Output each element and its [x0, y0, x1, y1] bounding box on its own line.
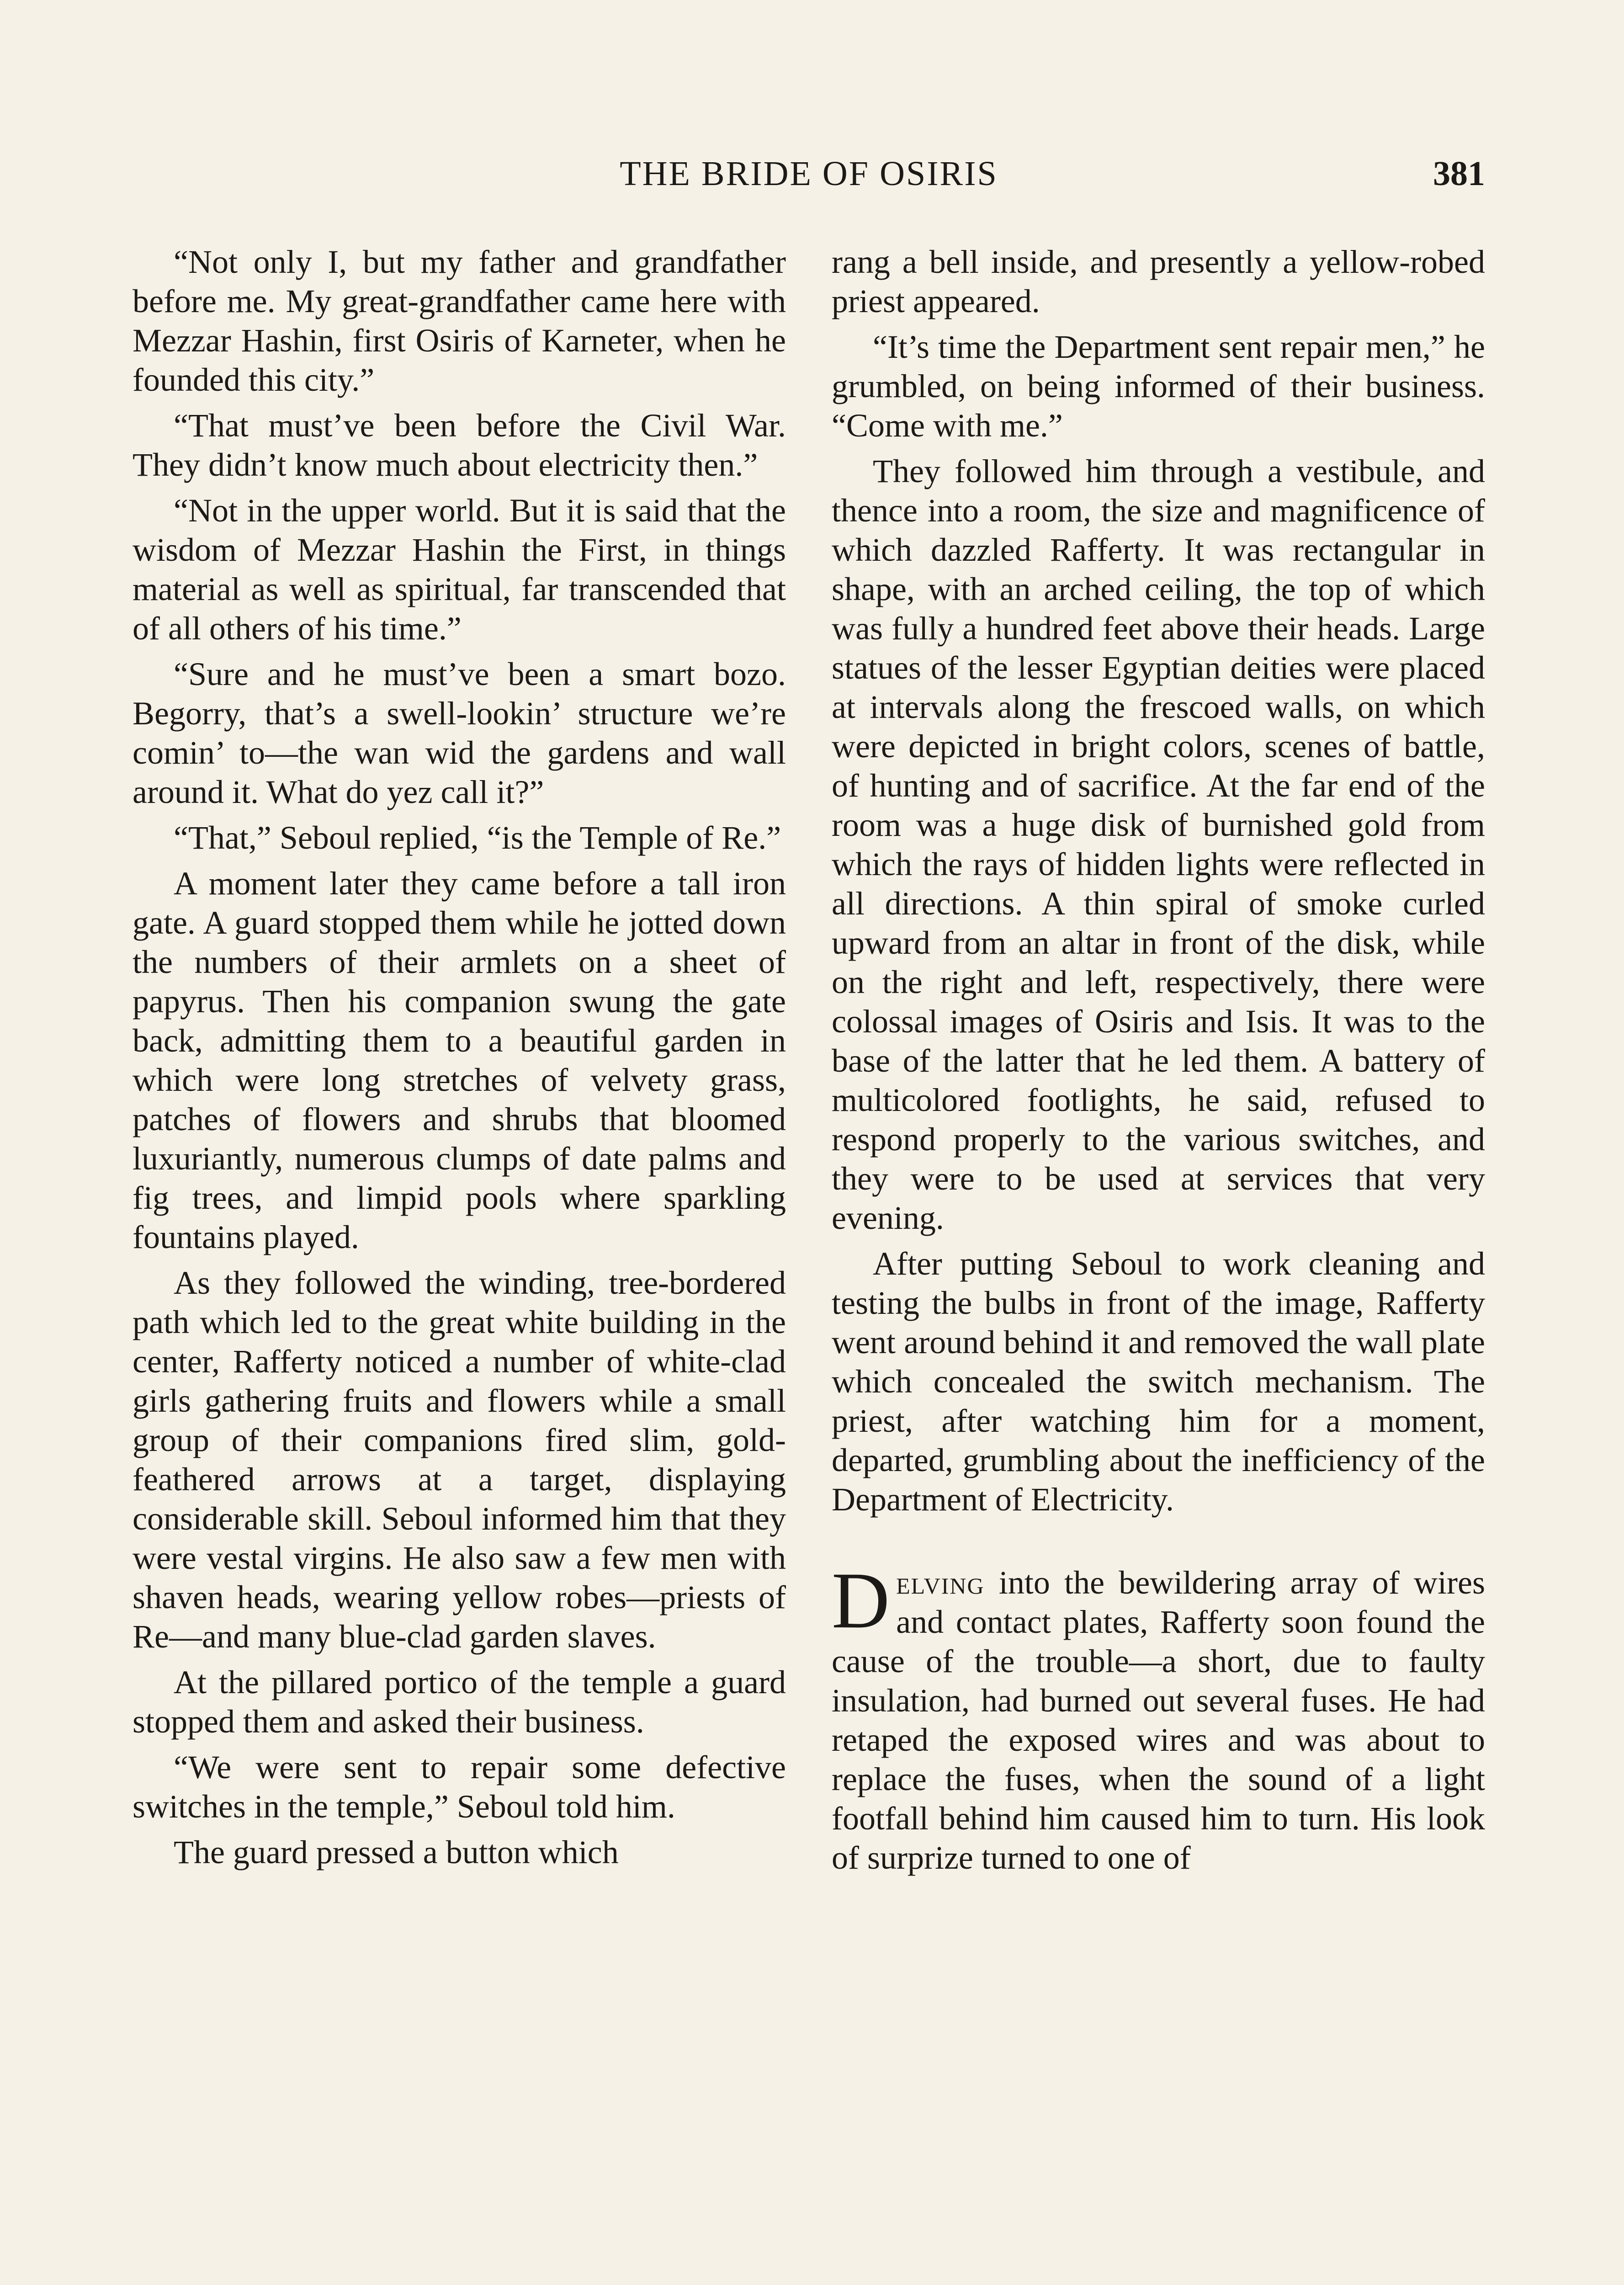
paragraph: After putting Seboul to work cleaning and testing the bulbs in front of the image, Rafferty went around behind it and removed the wall plate which concealed the switch mechanism. The priest, after watching him for a moment, departed, grumbling about the inefficiency of the Department of Electricity. [832, 1245, 1485, 1518]
running-title: THE BRIDE OF OSIRIS [620, 154, 998, 193]
running-head [133, 151, 1485, 197]
section-start-paragraph [832, 1556, 1485, 1877]
paragraph: “We were sent to repair some defective switches in the temple,” Seboul told him. [133, 1749, 786, 1825]
paragraph: At the pillared portico of the temple a guard stopped them and asked their business. [133, 1664, 786, 1740]
continued-paragraph: rang a bell inside, and presently a yellow-robed priest appeared. [832, 244, 1485, 319]
paragraph: “Not in the upper world. But it is said that the wisdom of Mezzar Hashin the First, in things material as well as spiritual, far transcended that of all others of his time.” [133, 492, 786, 647]
paragraph: “That must’ve been before the Civil War. They didn’t know much about electricity then.” [133, 407, 786, 483]
section-text: into the bewildering array of wires and contact plates, Rafferty soon found the cause of the trouble—a short, due to faulty insulation, had burned out several fuses. He had retaped the exposed wires and was about to replace the fuses, when the sound of a light footfall behind him caused him to turn. His look of surprize turned to one of [832, 1564, 1485, 1876]
left-column [133, 242, 786, 1878]
drop-cap: D [832, 1556, 890, 1645]
paragraph: “Sure and he must’ve been a smart bozo. Begorry, that’s a swell-lookin’ structure we’re comin’ to—the wan wid the gardens and wall around it. What do yez call it?” [133, 656, 786, 810]
paragraph: The guard pressed a button which [174, 1834, 619, 1871]
paragraph: “It’s time the Department sent repair men,” he grumbled, on being informed of their business. “Come with me.” [832, 329, 1485, 444]
small-caps-lead: elving [896, 1564, 985, 1601]
paragraph: A moment later they came before a tall iron gate. A guard stopped them while he jotted down the numbers of their armlets on a sheet of papyrus. Then his companion swung the gate back, admitting them to a beautiful garden in which were long stretches of velvety grass, patches of flowers and shrubs that bloomed luxuriantly, numerous clumps of date palms and fig trees, and limpid pools where sparkling fountains played. [133, 865, 786, 1255]
paragraph: They followed him through a vestibule, and thence into a room, the size and magnificence of which dazzled Rafferty. It was rectangular in shape, with an arched ceiling, the top of which was fully a hundred feet above their heads. Large statues of the lesser Egyptian deities were placed at intervals along the frescoed walls, on which were depicted in bright colors, scenes of battle, of hunting and of sacrifice. At the far end of the room was a huge disk of burnished gold from which the rays of hidden lights were reflected in all directions. A thin spiral of smoke curled upward from an altar in front of the disk, while on the right and left, respectively, there were colossal images of Osiris and Isis. It was to the base of the latter that he led them. A battery of multicolored footlights, he said, refused to respond properly to the various switches, and they were to be used at services that very evening. [832, 453, 1485, 1236]
paragraph: “Not only I, but my father and grandfather before me. My great-grandfather came here with Mezzar Hashin, first Osiris of Karneter, when he founded this city.” [133, 244, 786, 398]
right-column [832, 242, 1485, 1884]
page-number: 381 [1433, 154, 1485, 193]
paragraph: As they followed the winding, tree-bordered path which led to the great white building in the center, Rafferty noticed a number of white-clad girls gathering fruits and flowers while a small group of their companions fired slim, gold-feathered arrows at a target, displaying considerable skill. Seboul informed him that they were vestal virgins. He also saw a few men with shaven heads, wearing yellow robes—priests of Re—and many blue-clad garden slaves. [133, 1265, 786, 1655]
paragraph: “That,” Seboul replied, “is the Temple of Re.” [174, 819, 781, 856]
